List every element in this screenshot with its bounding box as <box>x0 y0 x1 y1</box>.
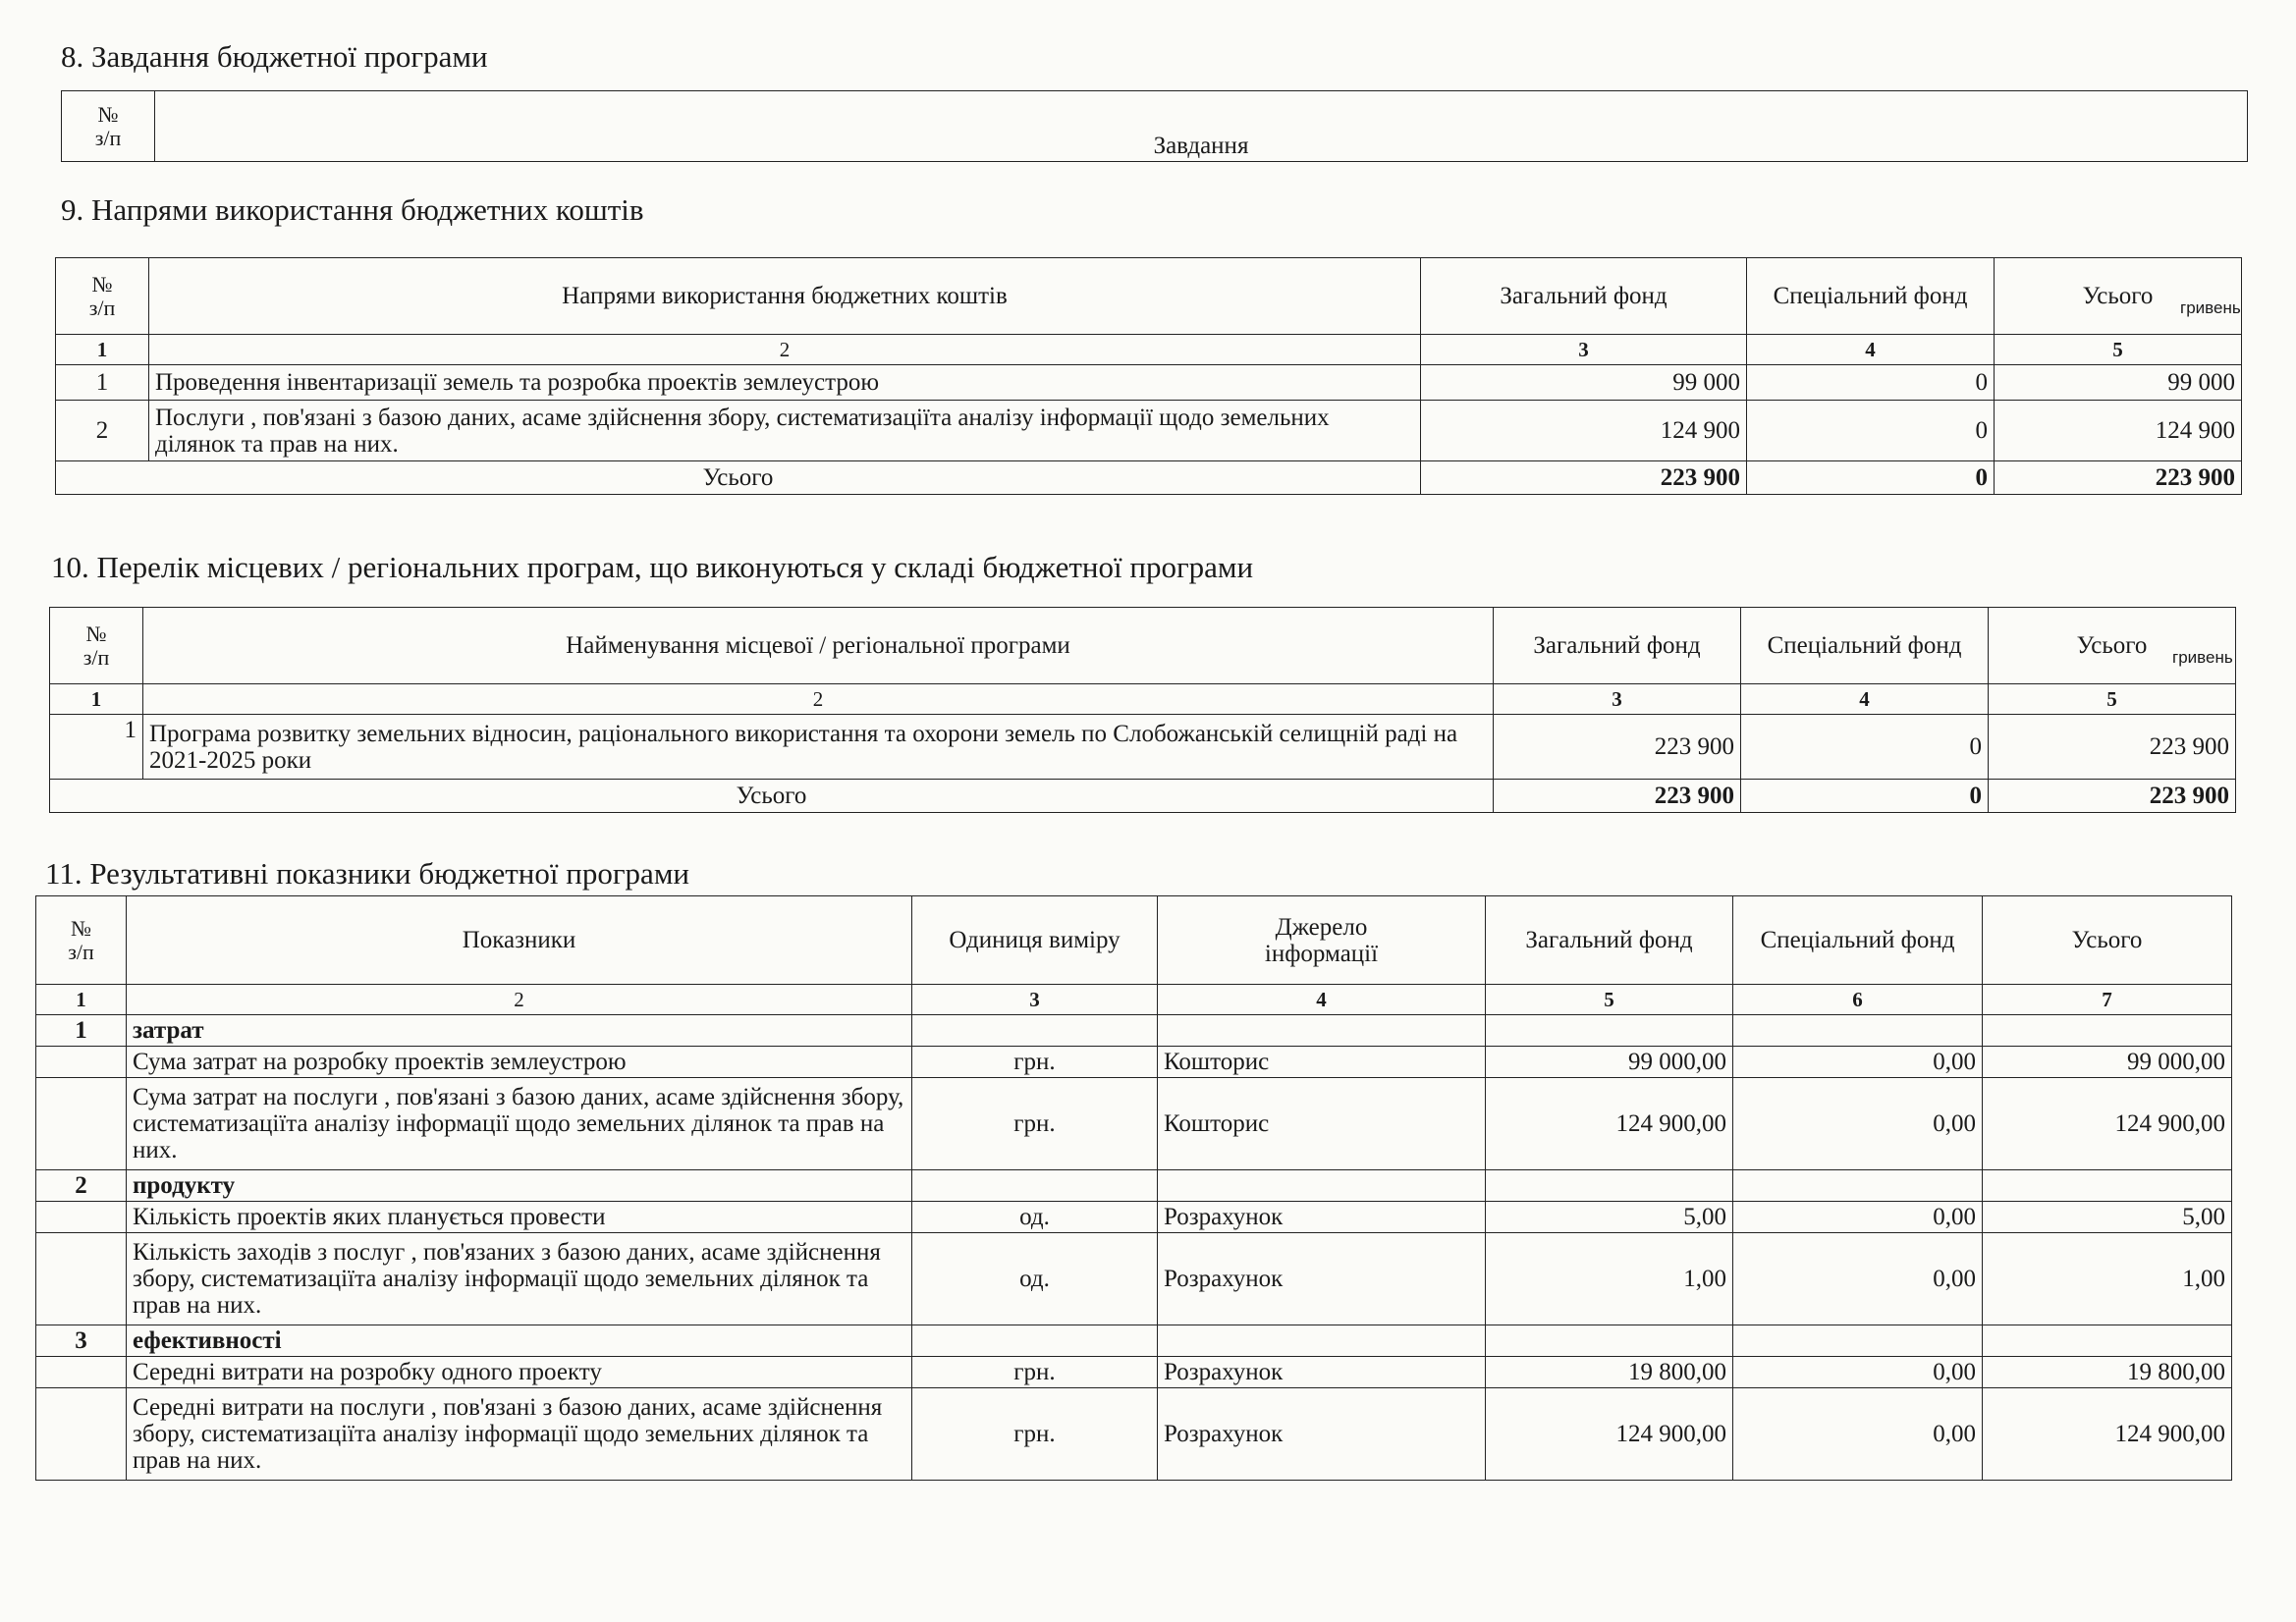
col-number: 1 <box>50 684 143 715</box>
indicator-unit: грн. <box>912 1078 1158 1170</box>
row-special-fund: 0 <box>1747 401 1995 461</box>
indicator-total: 19 800,00 <box>1983 1357 2232 1388</box>
indicator-total: 1,00 <box>1983 1233 2232 1325</box>
total-row <box>56 461 2242 495</box>
col-number: 3 <box>1494 684 1741 715</box>
indicator-general-fund: 99 000,00 <box>1486 1047 1733 1078</box>
indicator-name: Кількість проектів яких планується провести <box>127 1202 912 1233</box>
row-number: 2 <box>56 401 149 461</box>
col-number: 5 <box>1995 335 2242 365</box>
indicator-general-fund: 124 900,00 <box>1486 1078 1733 1170</box>
indicator-unit: од. <box>912 1202 1158 1233</box>
col-number: 2 <box>127 985 912 1015</box>
col-number: 5 <box>1989 684 2236 715</box>
table-row <box>56 365 2242 401</box>
col-header-total: Усього <box>1983 896 2232 985</box>
indicator-special-fund: 0,00 <box>1733 1078 1983 1170</box>
total-label: Усього <box>50 780 1494 813</box>
row-direction: Послуги , пов'язані з базою даних, асаме здійснення збору, систематизаціїта аналізу інформації щодо земельних ділянок та прав на них. <box>149 401 1421 461</box>
total-general-fund: 223 900 <box>1421 461 1747 495</box>
col-header-no: № з/п <box>36 896 127 985</box>
section-8-heading: 8. Завдання бюджетної програми <box>61 39 488 74</box>
table-row <box>50 715 2236 780</box>
col-header-no: № з/п <box>62 91 155 162</box>
indicator-name: Кількість заходів з послуг , пов'язаних з базою даних, асаме здійснення збору, систематизаціїта аналізу інформації щодо земельних ділянок та прав на них. <box>127 1233 912 1325</box>
group-title: затрат <box>127 1015 912 1047</box>
total-general-fund: 223 900 <box>1494 780 1741 813</box>
row-total: 124 900 <box>1995 401 2242 461</box>
col-number: 6 <box>1733 985 1983 1015</box>
group-number: 1 <box>36 1015 127 1047</box>
section-9-heading: 9. Напрями використання бюджетних коштів <box>61 192 644 227</box>
section-10-table <box>49 607 2236 813</box>
indicator-name: Сума затрат на розробку проектів землеустрою <box>127 1047 912 1078</box>
row-special-fund: 0 <box>1747 365 1995 401</box>
indicator-special-fund: 0,00 <box>1733 1202 1983 1233</box>
row-general-fund: 99 000 <box>1421 365 1747 401</box>
group-number: 3 <box>36 1325 127 1357</box>
col-number: 2 <box>149 335 1421 365</box>
indicator-special-fund: 0,00 <box>1733 1357 1983 1388</box>
indicator-unit: грн. <box>912 1388 1158 1481</box>
total-special-fund: 0 <box>1747 461 1995 495</box>
col-number: 1 <box>36 985 127 1015</box>
indicator-total: 124 900,00 <box>1983 1078 2232 1170</box>
table-row <box>36 1233 2232 1325</box>
indicator-unit: грн. <box>912 1357 1158 1388</box>
col-header-source: Джерело інформації <box>1158 896 1486 985</box>
col-header-special-fund: Спеціальний фонд <box>1741 608 1989 684</box>
indicator-name: Середні витрати на розробку одного проекту <box>127 1357 912 1388</box>
col-number: 3 <box>1421 335 1747 365</box>
table-row <box>36 1388 2232 1481</box>
total-row <box>50 780 2236 813</box>
col-header-general-fund: Загальний фонд <box>1494 608 1741 684</box>
section-10-unit-note: гривень <box>2172 648 2233 667</box>
row-number: 1 <box>50 715 143 780</box>
col-number: 3 <box>912 985 1158 1015</box>
section-9-table <box>55 257 2242 495</box>
group-row <box>36 1015 2232 1047</box>
col-header-no: № з/п <box>56 258 149 335</box>
indicator-unit: грн. <box>912 1047 1158 1078</box>
table-row <box>36 1202 2232 1233</box>
indicator-general-fund: 124 900,00 <box>1486 1388 1733 1481</box>
row-number: 1 <box>56 365 149 401</box>
table-row <box>36 1047 2232 1078</box>
col-number: 4 <box>1158 985 1486 1015</box>
indicator-source: Кошторис <box>1158 1078 1486 1170</box>
indicator-source: Розрахунок <box>1158 1357 1486 1388</box>
indicator-source: Розрахунок <box>1158 1202 1486 1233</box>
table-row <box>36 1078 2232 1170</box>
section-11-table <box>35 895 2232 1481</box>
col-number: 4 <box>1747 335 1995 365</box>
row-program-name: Програма розвитку земельних відносин, раціонального використання та охорони земель по Слобожанській селищній раді на 2021-2025 роки <box>143 715 1494 780</box>
indicator-special-fund: 0,00 <box>1733 1047 1983 1078</box>
row-direction: Проведення інвентаризації земель та розробка проектів землеустрою <box>149 365 1421 401</box>
total-special-fund: 0 <box>1741 780 1989 813</box>
indicator-name: Сума затрат на послуги , пов'язані з базою даних, асаме здійснення збору, систематизаціїта аналізу інформації щодо земельних ділянок та прав на них. <box>127 1078 912 1170</box>
col-number: 2 <box>143 684 1494 715</box>
col-number: 7 <box>1983 985 2232 1015</box>
total-total: 223 900 <box>1989 780 2236 813</box>
row-general-fund: 124 900 <box>1421 401 1747 461</box>
col-header-no: № з/п <box>50 608 143 684</box>
col-header-unit: Одиниця виміру <box>912 896 1158 985</box>
col-number: 5 <box>1486 985 1733 1015</box>
group-title: продукту <box>127 1170 912 1202</box>
indicator-source: Розрахунок <box>1158 1233 1486 1325</box>
col-number: 4 <box>1741 684 1989 715</box>
group-row <box>36 1170 2232 1202</box>
col-header-general-fund: Загальний фонд <box>1486 896 1733 985</box>
col-header-indicators: Показники <box>127 896 912 985</box>
indicator-total: 5,00 <box>1983 1202 2232 1233</box>
total-total: 223 900 <box>1995 461 2242 495</box>
col-header-general-fund: Загальний фонд <box>1421 258 1747 335</box>
indicator-name: Середні витрати на послуги , пов'язані з базою даних, асаме здійснення збору, систематизаціїта аналізу інформації щодо земельних ділянок та прав на них. <box>127 1388 912 1481</box>
col-number: 1 <box>56 335 149 365</box>
col-header-task: Завдання <box>155 91 2248 162</box>
indicator-source: Розрахунок <box>1158 1388 1486 1481</box>
total-label: Усього <box>56 461 1421 495</box>
section-8-table <box>61 90 2248 162</box>
row-special-fund: 0 <box>1741 715 1989 780</box>
indicator-unit: од. <box>912 1233 1158 1325</box>
indicator-total: 124 900,00 <box>1983 1388 2232 1481</box>
table-row <box>56 401 2242 461</box>
row-general-fund: 223 900 <box>1494 715 1741 780</box>
indicator-special-fund: 0,00 <box>1733 1388 1983 1481</box>
indicator-general-fund: 1,00 <box>1486 1233 1733 1325</box>
col-header-special-fund: Спеціальний фонд <box>1733 896 1983 985</box>
group-number: 2 <box>36 1170 127 1202</box>
row-total: 223 900 <box>1989 715 2236 780</box>
indicator-general-fund: 19 800,00 <box>1486 1357 1733 1388</box>
table-row <box>36 1357 2232 1388</box>
row-total: 99 000 <box>1995 365 2242 401</box>
col-header-direction: Напрями використання бюджетних коштів <box>149 258 1421 335</box>
col-header-special-fund: Спеціальний фонд <box>1747 258 1995 335</box>
indicator-special-fund: 0,00 <box>1733 1233 1983 1325</box>
col-header-total: Усього <box>1989 608 2236 684</box>
indicator-source: Кошторис <box>1158 1047 1486 1078</box>
group-row <box>36 1325 2232 1357</box>
section-9-unit-note: гривень <box>2180 298 2241 317</box>
col-header-total: Усього <box>1995 258 2242 335</box>
group-title: ефективності <box>127 1325 912 1357</box>
indicator-total: 99 000,00 <box>1983 1047 2232 1078</box>
col-header-program-name: Найменування місцевої / регіональної програми <box>143 608 1494 684</box>
section-10-heading: 10. Перелік місцевих / регіональних програм, що виконуються у складі бюджетної програми <box>51 550 1254 584</box>
section-11-heading: 11. Результативні показники бюджетної програми <box>45 856 690 891</box>
indicator-general-fund: 5,00 <box>1486 1202 1733 1233</box>
